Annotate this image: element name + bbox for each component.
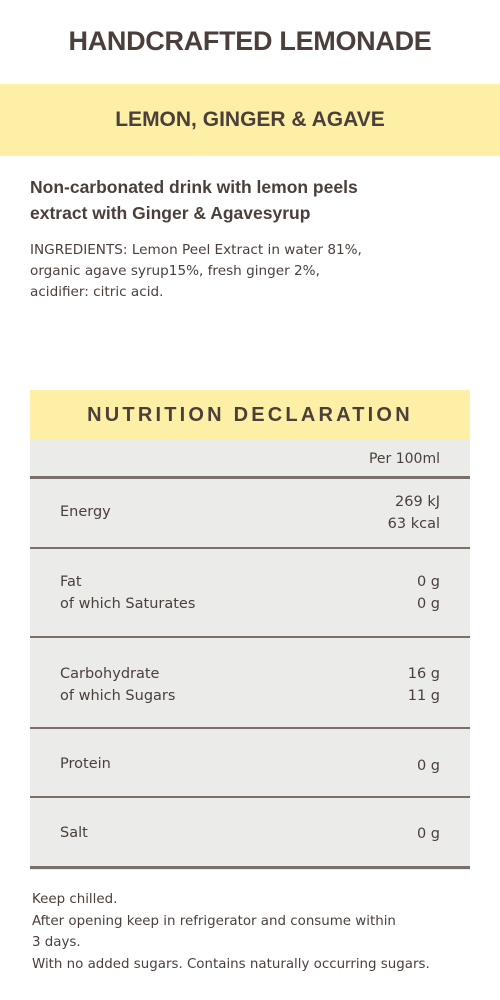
energy-kj-value: 269 kJ bbox=[395, 494, 440, 510]
ingredients-line: organic agave syrup15%, fresh ginger 2%, bbox=[30, 263, 320, 279]
ingredients-line: INGREDIENTS: Lemon Peel Extract in water 81%, bbox=[30, 242, 362, 258]
description-line: extract with Ginger & Agavesyrup bbox=[30, 203, 311, 223]
carbohydrate-label: Carbohydrate bbox=[60, 666, 160, 682]
footer-line: After opening keep in refrigerator and consume within bbox=[32, 913, 396, 929]
sugars-label: of which Sugars bbox=[60, 688, 176, 704]
carbohydrate-value: 16 g bbox=[407, 666, 440, 682]
nutrition-heading: NUTRITION DECLARATION bbox=[87, 404, 413, 426]
divider bbox=[30, 727, 470, 729]
footer-line: With no added sugars. Contains naturally occurring sugars. bbox=[32, 956, 430, 972]
ingredients-text bbox=[30, 240, 470, 303]
product-description bbox=[30, 174, 470, 226]
energy-label: Energy bbox=[60, 504, 111, 520]
protein-value: 0 g bbox=[416, 758, 440, 774]
footer-line: 3 days. bbox=[32, 935, 81, 950]
per-100ml-label: Per 100ml bbox=[368, 451, 440, 467]
divider bbox=[30, 636, 470, 638]
product-title: HANDCRAFTED LEMONADE bbox=[68, 26, 432, 56]
flavor-name: LEMON, GINGER & AGAVE bbox=[115, 108, 385, 131]
divider bbox=[30, 476, 470, 479]
protein-label: Protein bbox=[60, 756, 111, 772]
saturates-label: of which Saturates bbox=[60, 596, 196, 612]
saturates-value: 0 g bbox=[416, 596, 440, 612]
nutrition-panel bbox=[30, 390, 470, 870]
description-line: Non-carbonated drink with lemon peels bbox=[30, 177, 358, 197]
storage-notes bbox=[32, 889, 492, 975]
sugars-value: 11 g bbox=[407, 688, 440, 704]
ingredients-line: acidifier: citric acid. bbox=[30, 284, 164, 300]
energy-kcal-value: 63 kcal bbox=[387, 516, 440, 532]
divider bbox=[30, 866, 470, 869]
salt-value: 0 g bbox=[416, 826, 440, 842]
divider bbox=[30, 796, 470, 798]
fat-label: Fat bbox=[60, 574, 82, 590]
fat-value: 0 g bbox=[416, 574, 440, 590]
divider bbox=[30, 547, 470, 549]
footer-line: Keep chilled. bbox=[32, 892, 118, 907]
salt-label: Salt bbox=[60, 825, 88, 841]
